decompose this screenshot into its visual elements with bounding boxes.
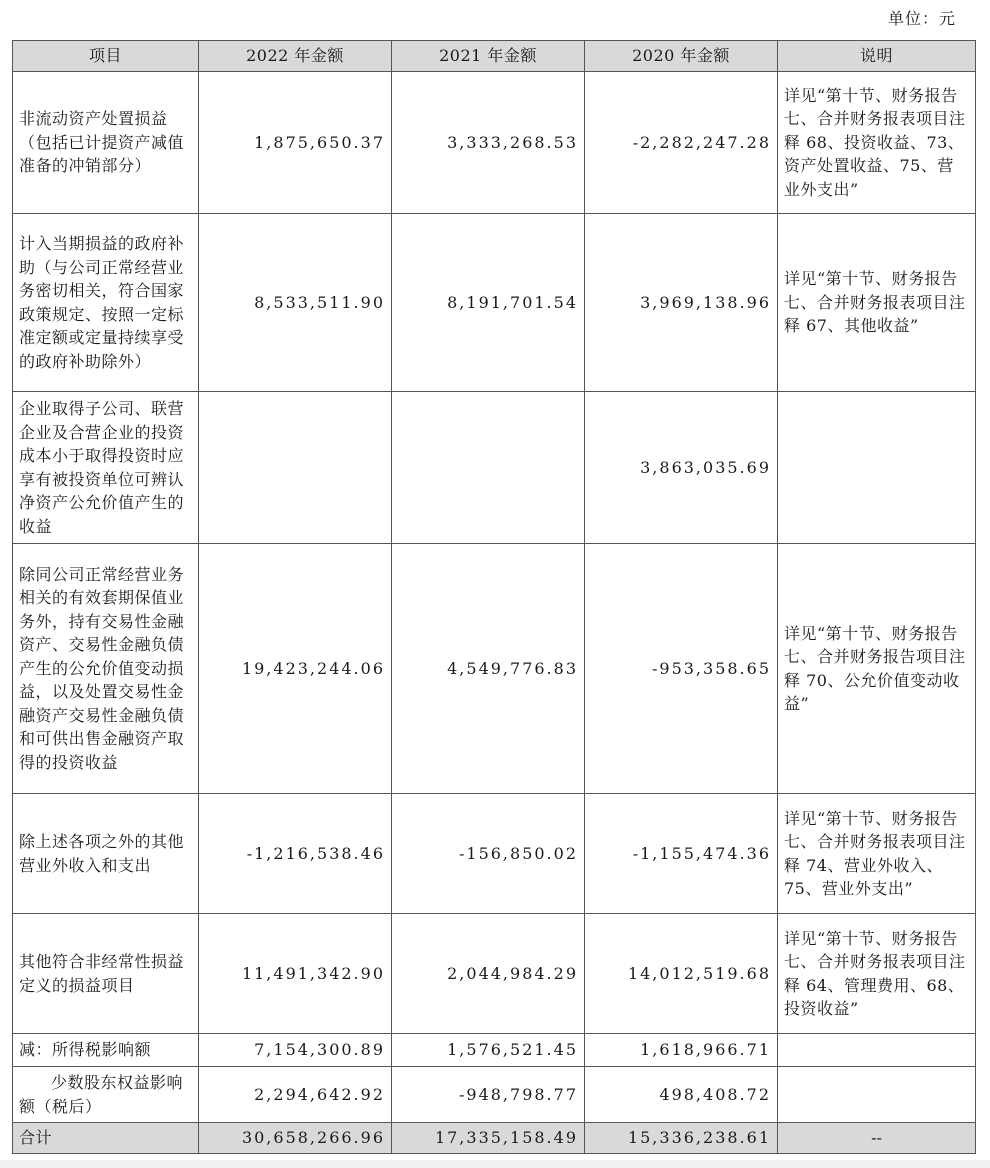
row-item: 除同公司正常经营业务相关的有效套期保值业务外，持有交易性金融资产、交易性金融负债产生的公允价值变动损益，以及处置交易性金融资产交易性金融负债和可供出售金融资产取得的投资收益 bbox=[13, 544, 199, 794]
row-2022: 7,154,300.89 bbox=[199, 1034, 392, 1067]
header-2021: 2021 年金额 bbox=[392, 41, 585, 72]
table-row bbox=[13, 1034, 976, 1067]
row-2020: 1,618,966.71 bbox=[585, 1034, 778, 1067]
row-2022: 2,294,642.92 bbox=[199, 1067, 392, 1123]
row-2020: 3,863,035.69 bbox=[585, 392, 778, 544]
row-2022: -1,216,538.46 bbox=[199, 794, 392, 914]
row-note bbox=[778, 1034, 976, 1067]
row-2022: 8,533,511.90 bbox=[199, 214, 392, 392]
row-2022 bbox=[199, 392, 392, 544]
total-row bbox=[13, 1123, 976, 1154]
table-row bbox=[13, 392, 976, 544]
row-2021: 1,576,521.45 bbox=[392, 1034, 585, 1067]
row-item: 减：所得税影响额 bbox=[13, 1034, 199, 1067]
total-2022: 30,658,266.96 bbox=[199, 1123, 392, 1154]
table-header-row bbox=[13, 41, 976, 72]
row-2021: -156,850.02 bbox=[392, 794, 585, 914]
table-row bbox=[13, 914, 976, 1034]
total-item: 合计 bbox=[13, 1123, 199, 1154]
row-2020: 14,012,519.68 bbox=[585, 914, 778, 1034]
row-2020: -2,282,247.28 bbox=[585, 72, 778, 214]
row-note: 详见“第十节、财务报告七、合并财务报表项目注释 67、其他收益” bbox=[778, 214, 976, 392]
row-2020: -1,155,474.36 bbox=[585, 794, 778, 914]
total-2020: 15,336,238.61 bbox=[585, 1123, 778, 1154]
total-2021: 17,335,158.49 bbox=[392, 1123, 585, 1154]
row-note: 详见“第十节、财务报告七、合并财务报告项目注释 70、公允价值变动收益” bbox=[778, 544, 976, 794]
row-note: 详见“第十节、财务报告七、合并财务报表项目注释 68、投资收益、73、资产处置收益、75、营业外支出” bbox=[778, 72, 976, 214]
header-item: 项目 bbox=[13, 41, 199, 72]
header-2020: 2020 年金额 bbox=[585, 41, 778, 72]
row-2022: 1,875,650.37 bbox=[199, 72, 392, 214]
row-2021: -948,798.77 bbox=[392, 1067, 585, 1123]
table-row bbox=[13, 794, 976, 914]
row-item: 其他符合非经常性损益定义的损益项目 bbox=[13, 914, 199, 1034]
row-item: 除上述各项之外的其他营业外收入和支出 bbox=[13, 794, 199, 914]
row-item: 计入当期损益的政府补助（与公司正常经营业务密切相关，符合国家政策规定、按照一定标准定额或定量持续享受的政府补助除外） bbox=[13, 214, 199, 392]
header-note: 说明 bbox=[778, 41, 976, 72]
row-note: 详见“第十节、财务报告七、合并财务报表项目注释 74、营业外收入、75、营业外支出” bbox=[778, 794, 976, 914]
row-note bbox=[778, 1067, 976, 1123]
table-row bbox=[13, 544, 976, 794]
row-2021 bbox=[392, 392, 585, 544]
row-2022: 11,491,342.90 bbox=[199, 914, 392, 1034]
row-2020: 498,408.72 bbox=[585, 1067, 778, 1123]
header-2022: 2022 年金额 bbox=[199, 41, 392, 72]
row-2021: 8,191,701.54 bbox=[392, 214, 585, 392]
row-2021: 4,549,776.83 bbox=[392, 544, 585, 794]
total-note: -- bbox=[778, 1123, 976, 1154]
non-recurring-gains-table bbox=[12, 40, 976, 1154]
row-item: 少数股东权益影响额（税后） bbox=[13, 1067, 199, 1123]
table-row bbox=[13, 72, 976, 214]
row-note bbox=[778, 392, 976, 544]
table-row bbox=[13, 1067, 976, 1123]
row-2020: -953,358.65 bbox=[585, 544, 778, 794]
row-2021: 3,333,268.53 bbox=[392, 72, 585, 214]
row-2022: 19,423,244.06 bbox=[199, 544, 392, 794]
page-bottom-edge bbox=[0, 1160, 990, 1168]
row-2021: 2,044,984.29 bbox=[392, 914, 585, 1034]
row-item: 非流动资产处置损益（包括已计提资产减值准备的冲销部分） bbox=[13, 72, 199, 214]
row-item: 企业取得子公司、联营企业及合营企业的投资成本小于取得投资时应享有被投资单位可辨认净资产公允价值产生的收益 bbox=[13, 392, 199, 544]
table-row bbox=[13, 214, 976, 392]
row-2020: 3,969,138.96 bbox=[585, 214, 778, 392]
unit-label: 单位：元 bbox=[887, 9, 956, 28]
row-note: 详见“第十节、财务报告七、合并财务报表项目注释 64、管理费用、68、投资收益” bbox=[778, 914, 976, 1034]
